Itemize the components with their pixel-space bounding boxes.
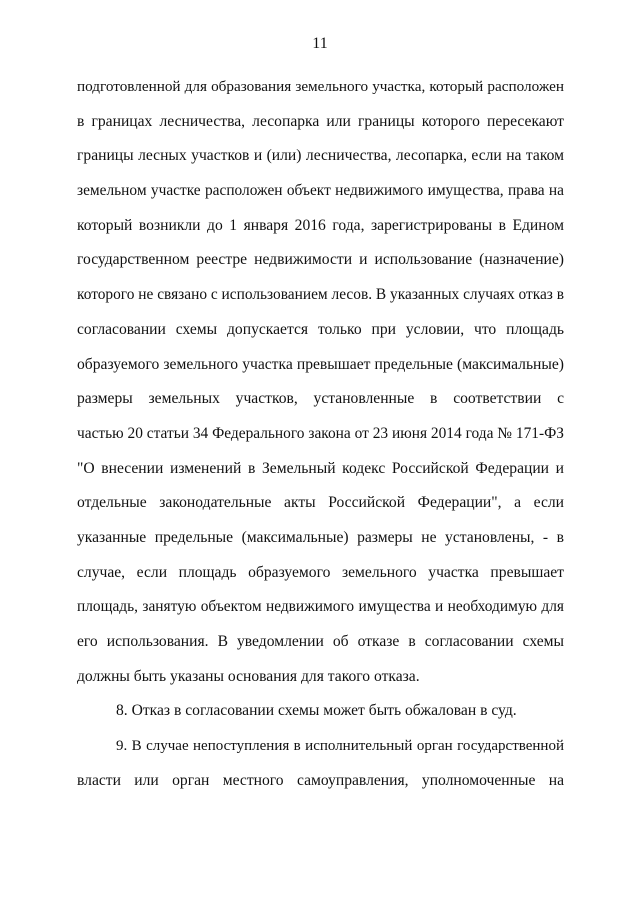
text-line: власти или орган местного самоуправления, уполномоченные на: [77, 771, 564, 789]
text-line: границы лесных участков и (или) лесничества, лесопарка, если на таком: [77, 147, 564, 165]
text-line: частью 20 статьи 34 Федерального закона от 23 июня 2014 года № 171-ФЗ: [77, 424, 564, 442]
text-line: случае, если площадь образуемого земельного участка превышает: [77, 563, 564, 581]
text-line: образуемого земельного участка превышает предельные (максимальные): [77, 355, 564, 373]
text-line: указанные предельные (максимальные) размеры не установлены, - в: [77, 528, 564, 546]
text-line: отдельные законодательные акты Российской Федерации", а если: [77, 494, 564, 512]
text-line: согласовании схемы допускается только при условии, что площадь: [77, 320, 564, 338]
text-line: "О внесении изменений в Земельный кодекс Российской Федерации и: [77, 459, 564, 477]
text-line: должны быть указаны основания для такого отказа.: [77, 667, 420, 685]
text-line: который возникли до 1 января 2016 года, зарегистрированы в Едином: [77, 216, 564, 234]
text-line: площадь, занятую объектом недвижимого имущества и необходимую для: [77, 598, 564, 616]
text-line: 9. В случае непоступления в исполнительный орган государственной: [116, 738, 564, 755]
text-line: государственном реестре недвижимости и использование (назначение): [77, 251, 564, 269]
page-number: 11: [312, 35, 328, 52]
text-line: земельном участке расположен объект недвижимого имущества, права на: [77, 182, 564, 200]
text-line: его использования. В уведомлении об отказе в согласовании схемы: [77, 633, 564, 650]
text-line: которого не связано с использованием лесов. В указанных случаях отказ в: [77, 286, 564, 304]
body-text: [77, 70, 564, 798]
text-line: 8. Отказ в согласовании схемы может быть обжалован в суд.: [116, 702, 517, 720]
text-line: подготовленной для образования земельного участка, который расположен: [77, 78, 564, 95]
text-line: размеры земельных участков, установленные в соответствии с: [77, 390, 564, 408]
text-line: в границах лесничества, лесопарка или границы которого пересекают: [77, 112, 564, 130]
